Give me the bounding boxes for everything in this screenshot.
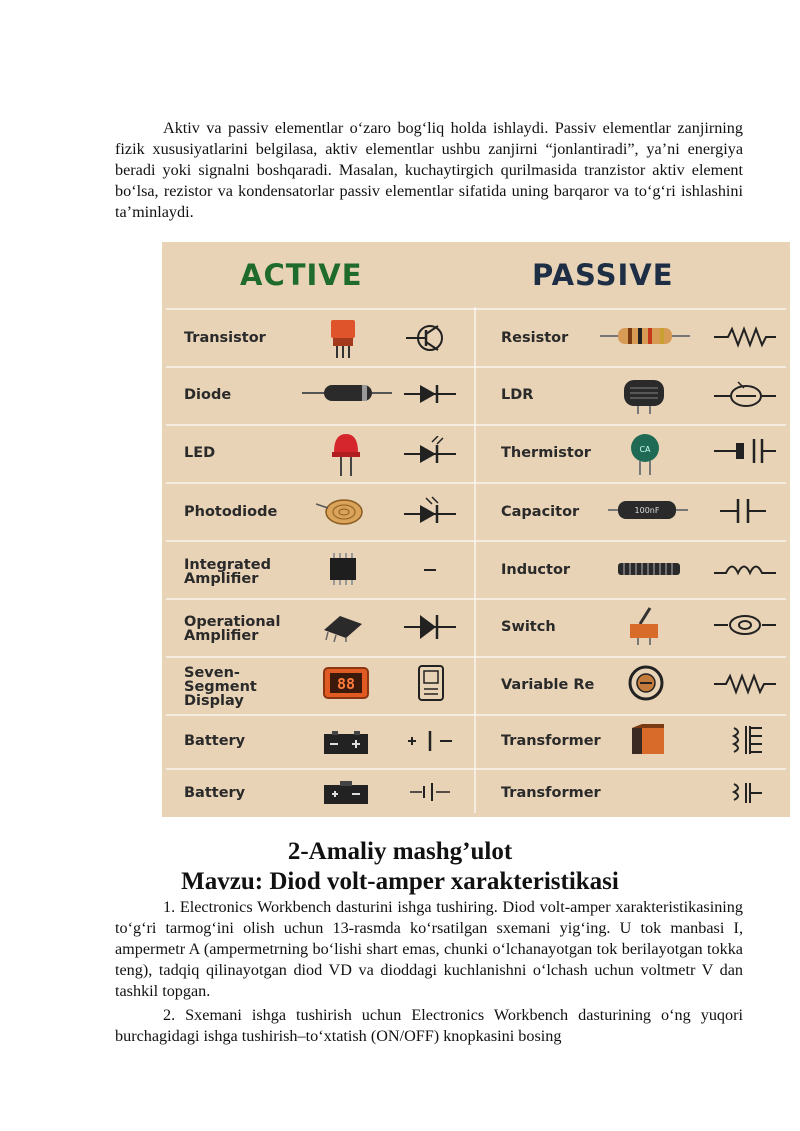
seven-segment-display-component-icon bbox=[322, 666, 370, 700]
integrated-amplifier-component-icon bbox=[324, 550, 362, 588]
passive-item-variable-resistor: Variable Re bbox=[501, 677, 595, 693]
battery-2-symbol-icon bbox=[406, 780, 456, 804]
active-item-led: LED bbox=[184, 445, 216, 461]
active-header: ACTIVE bbox=[240, 258, 363, 292]
active-item-battery-2: Battery bbox=[184, 785, 246, 801]
transistor-component-icon bbox=[322, 314, 366, 360]
diode-component-icon bbox=[302, 380, 392, 406]
op-amp-diode-symbol-icon bbox=[402, 610, 458, 644]
ldr-symbol-icon bbox=[712, 380, 778, 410]
switch-symbol-icon bbox=[712, 612, 778, 638]
photodiode-symbol-icon bbox=[402, 496, 458, 526]
row-divider bbox=[166, 768, 786, 770]
passive-item-resistor: Resistor bbox=[501, 330, 569, 346]
section-title: 2-Amaliy mashg’ulot bbox=[287, 838, 513, 865]
capacitor-marking: 100nF bbox=[634, 506, 660, 515]
photodiode-component-icon bbox=[316, 494, 366, 528]
variable-resistor-symbol-icon bbox=[712, 672, 778, 696]
battery-component-icon bbox=[322, 730, 370, 756]
transistor-symbol-icon bbox=[402, 320, 450, 356]
display-symbol-icon bbox=[416, 664, 446, 702]
step-2-paragraph: 2. Sxemani ishga tushirish uchun Electronics Workbench dasturining o‘ng yuqori burchagidagi ishga tushirish–to‘xtatish (ON/OFF) knopkasini bosing bbox=[115, 1006, 743, 1045]
active-item-operational-amplifier: Operational Amplifier bbox=[184, 614, 281, 644]
capacitor-component-icon bbox=[608, 498, 688, 522]
row-divider bbox=[166, 714, 786, 716]
thermistor-marking: CA bbox=[639, 445, 651, 454]
active-passive-components-figure bbox=[162, 242, 790, 817]
transformer-symbol-icon bbox=[730, 722, 766, 758]
transformer-component-icon bbox=[628, 722, 668, 758]
ldr-component-icon bbox=[620, 376, 668, 416]
transformer-2-symbol-icon bbox=[730, 780, 766, 806]
active-item-diode: Diode bbox=[184, 387, 232, 403]
passive-item-ldr: LDR bbox=[501, 387, 534, 403]
row-divider bbox=[166, 598, 786, 600]
switch-component-icon bbox=[626, 604, 662, 646]
passive-item-inductor: Inductor bbox=[501, 562, 571, 578]
row-divider bbox=[166, 482, 786, 484]
topic-title: Mavzu: Diod volt-amper xarakteristikasi bbox=[181, 868, 619, 895]
led-symbol-icon bbox=[402, 436, 458, 466]
row-divider bbox=[166, 366, 786, 368]
diode-symbol-icon bbox=[402, 382, 458, 406]
led-component-icon bbox=[326, 430, 366, 478]
resistor-component-icon bbox=[600, 324, 690, 348]
dash-symbol-icon bbox=[420, 560, 440, 580]
passive-header: PASSIVE bbox=[532, 258, 674, 292]
passive-item-thermistor: Thermistor bbox=[501, 445, 591, 461]
active-item-battery: Battery bbox=[184, 733, 246, 749]
passive-item-transformer: Transformer bbox=[501, 733, 601, 749]
passive-item-capacitor: Capacitor bbox=[501, 504, 580, 520]
column-divider bbox=[474, 307, 476, 813]
active-item-transistor: Transistor bbox=[184, 330, 266, 346]
thermistor-symbol-icon bbox=[712, 436, 778, 466]
intro-paragraph: Aktiv va passiv elementlar o‘zaro bog‘liq holda ishlaydi. Passiv elementlar zanjirning fizik xususiyatlarini belgilasa, aktiv elementlar ushbu zanjirni “jonlantiradi”, ya’ni energiya beradi yoki signalni boshqaradi. Masalan, kuchaytirgich qurilmasida tranzistor aktiv element bo‘lsa, rezistor va kondensatorlar passiv elementlar sifatida uning barqaror va to‘g‘ri ishlashini ta’minlaydi. bbox=[115, 119, 743, 221]
row-divider bbox=[166, 540, 786, 542]
capacitor-symbol-icon bbox=[718, 496, 768, 526]
variable-resistor-component-icon bbox=[624, 664, 668, 702]
row-divider bbox=[166, 656, 786, 658]
resistor-symbol-icon bbox=[712, 326, 778, 348]
step-1-paragraph: 1. Electronics Workbench dasturini ishga tushiring. Diod volt-amper xarakteristikasining to‘g‘ri tarmog‘ini olish uchun 13-rasmda ko‘rsatilgan sxemani yig‘ing. U tok manbasi I, ampermetr A (ampermetrning bo‘lishi shart emas, chunki o‘lchanayotgan tok berilayotgan tokka teng), tadqiq qilinayotgan diod VD va dioddagi kuchlanishni o‘lchash uchun voltmetr V dan tashkil topgan. bbox=[115, 898, 743, 1000]
operational-amplifier-component-icon bbox=[320, 610, 366, 642]
inductor-symbol-icon bbox=[712, 558, 778, 580]
display-digits: 88 bbox=[336, 675, 356, 693]
active-item-photodiode: Photodiode bbox=[184, 504, 278, 520]
row-divider bbox=[166, 308, 786, 310]
row-divider bbox=[166, 424, 786, 426]
thermistor-component-icon bbox=[628, 432, 662, 476]
battery-2-component-icon bbox=[322, 780, 370, 806]
active-item-integrated-amplifier: Integrated Amplifier bbox=[184, 557, 271, 587]
active-item-seven-segment-display: Seven-Segment Display bbox=[184, 665, 257, 709]
passive-item-switch: Switch bbox=[501, 619, 556, 635]
passive-item-transformer-2: Transformer bbox=[501, 785, 601, 801]
battery-symbol-icon bbox=[406, 728, 456, 754]
inductor-component-icon bbox=[614, 558, 684, 580]
